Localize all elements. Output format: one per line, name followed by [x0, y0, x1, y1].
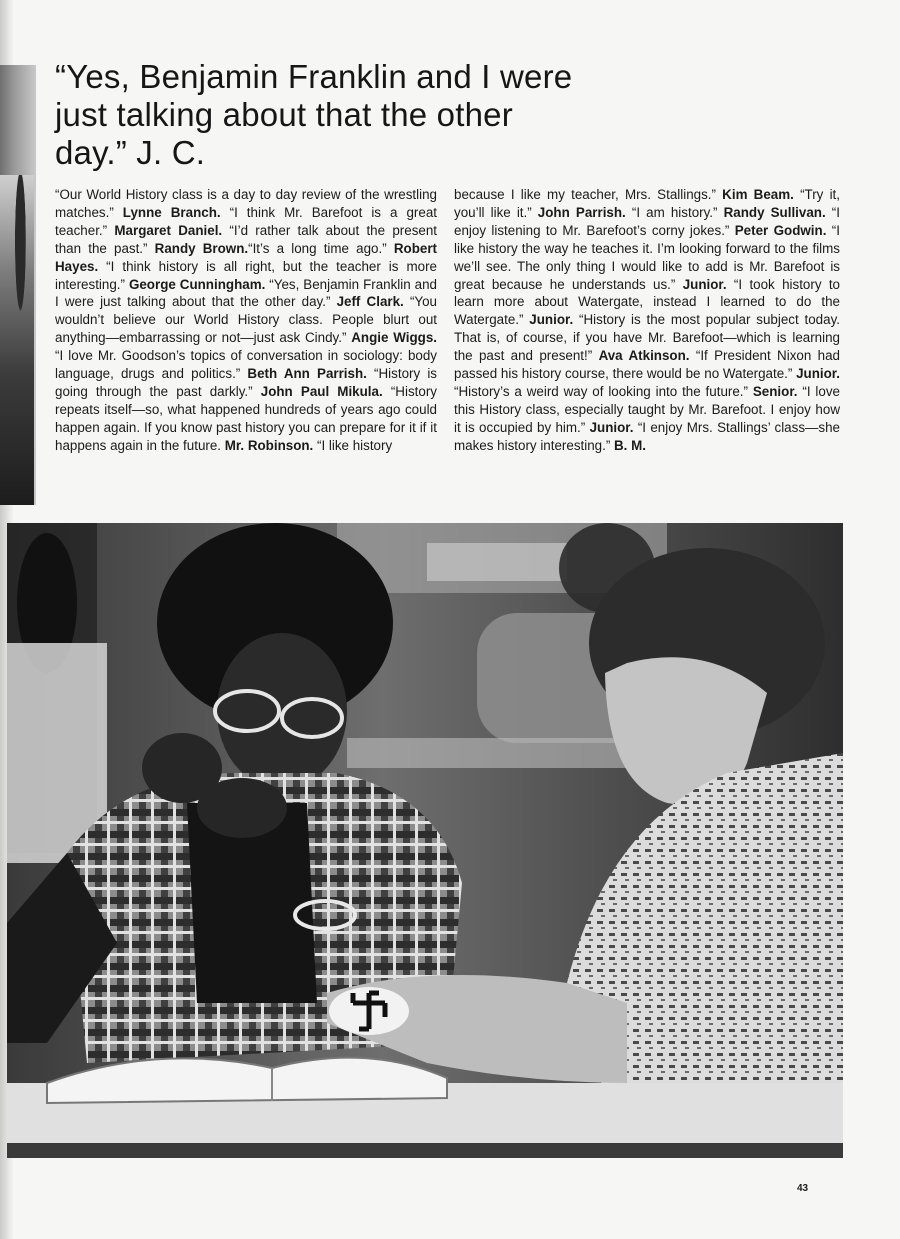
quote-text: “I am history.”: [625, 204, 724, 220]
speaker-name: Robert Hayes.: [55, 240, 437, 274]
speaker-name: Beth Ann Parrish.: [247, 366, 367, 382]
quote-text: “I think Mr. Barefoot is a great teacher.”: [55, 204, 437, 238]
speaker-name: Ava Atkinson.: [598, 348, 690, 364]
quote-text: “I enjoy Mrs. Stallings’ class—she makes history interesting.”: [454, 419, 840, 453]
speaker-name: Junior.: [682, 276, 727, 292]
quote-text: “You wouldn’t believe our World History class. People blurt out anything—embarrassing or not—just ask Cindy.”: [55, 294, 438, 346]
quote-text: “Try it, you’ll like it.”: [454, 187, 840, 220]
speaker-name: Junior.: [529, 312, 574, 328]
speaker-name: B. M.: [614, 437, 647, 453]
speaker-name: Randy Sullivan.: [723, 204, 826, 220]
quote-text: “I’d rather talk about the present than the past.”: [55, 222, 438, 256]
quote-text: “I enjoy listening to Mr. Barefoot’s corny jokes.”: [454, 204, 840, 238]
speaker-name: Mr. Robinson.: [224, 437, 314, 453]
classroom-photo: [7, 523, 843, 1158]
speaker-name: John Paul Mikula.: [260, 383, 383, 399]
speaker-name: Kim Beam.: [722, 187, 794, 202]
quote-text: “Yes, Benjamin Franklin and I were just talking about that the other day.”: [55, 276, 437, 310]
speaker-name: Lynne Branch.: [122, 204, 221, 220]
speaker-name: Randy Brown.: [154, 240, 249, 256]
speaker-name: Junior.: [796, 366, 840, 382]
quotes-column-right: [454, 186, 840, 455]
speaker-name: Peter Godwin.: [734, 222, 827, 238]
speaker-name: Junior.: [589, 419, 634, 435]
quote-text: “I love this History class, especially taught by Mr. Barefoot. I enjoy how it is occupied by him.”: [454, 383, 840, 435]
quote-text: “I like history the way he teaches it. I’m looking forward to the films we’ll see. The only thing I would like to add is Mr. Barefoot is great because he understands us.”: [454, 222, 840, 292]
speaker-name: Angie Wiggs.: [351, 330, 437, 346]
quote-text: “History is going through the past darkly.”: [55, 366, 437, 399]
quote-text: “I think history is all right, but the teacher is more interesting.”: [55, 258, 437, 292]
speaker-name: Jeff Clark.: [336, 294, 404, 310]
quote-text: “It’s a long time ago.”: [248, 240, 394, 256]
speaker-name: George Cunningham.: [128, 276, 266, 292]
quote-text: “If President Nixon had passed his history course, there would be no Watergate.”: [454, 348, 840, 382]
quote-text: “Our World History class is a day to day review of the wrestling matches.”: [55, 187, 437, 220]
speaker-name: Margaret Daniel.: [114, 222, 223, 238]
page-headline: “Yes, Benjamin Franklin and I were just talking about that the other day.” J. C.: [55, 58, 573, 171]
quote-text: “I love Mr. Goodson’s topics of conversation in sociology: body language, drugs and politics.”: [55, 348, 437, 382]
quote-text: “History repeats itself—so, what happened hundreds of years ago could happen again. If you know past history you can prepare for it if it happens again in the future.: [55, 383, 437, 453]
quote-text: “History is the most popular subject today. That is, of course, if you have Mr. Barefoot—which is learning the past and present!”: [454, 312, 840, 364]
speaker-name: Senior.: [752, 383, 798, 399]
page-number: 43: [797, 1183, 809, 1194]
speaker-name: John Parrish.: [537, 204, 626, 220]
quotes-column-left: [55, 186, 437, 455]
photo-edge-figure: [0, 175, 34, 505]
quote-text: “I like history: [313, 437, 393, 453]
quote-text: “I took history to learn more about Watergate, instead I learned to do the Watergate.”: [454, 276, 841, 328]
previous-page-photo-edge: [0, 65, 36, 505]
quote-text: because I like my teacher, Mrs. Stallings.”: [454, 187, 723, 202]
quote-text: “History’s a weird way of looking into the future.”: [454, 383, 753, 399]
